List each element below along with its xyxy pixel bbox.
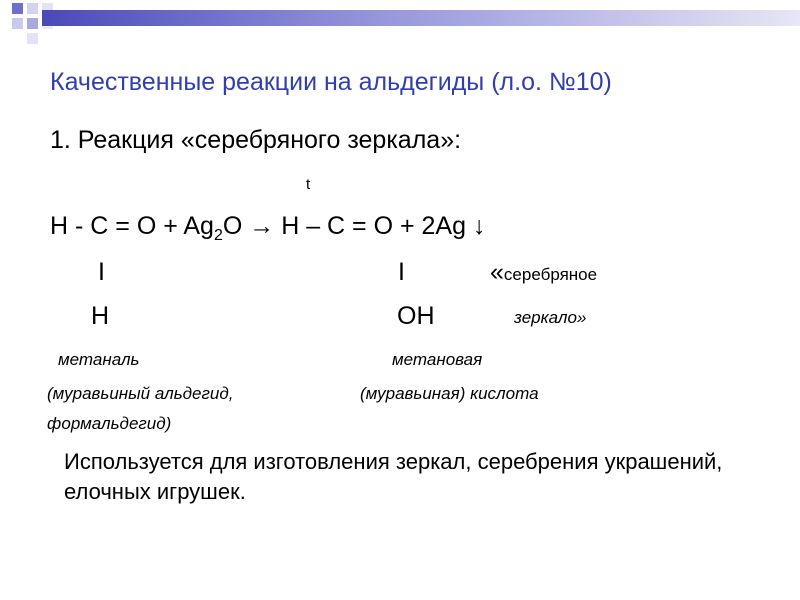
name-metanal: метаналь: [58, 350, 140, 369]
bond-right: I: [398, 258, 405, 286]
decor-square: [27, 33, 38, 44]
reaction-equation: [50, 212, 485, 245]
reaction-heading: 1. Реакция «серебряного зеркала»:: [50, 126, 462, 154]
mirror-word1: серебряное: [503, 265, 598, 284]
bond-left: I: [98, 258, 105, 286]
name-formaldegid: формальдегид): [47, 414, 172, 433]
hydroxyl-right: OH: [397, 302, 435, 330]
mirror-quote: «: [490, 258, 504, 286]
decor-square: [12, 18, 23, 29]
equation-part2: O → H – C = O + 2Ag ↓: [222, 212, 486, 240]
mirror-label-line2: зеркало»: [514, 308, 587, 327]
top-gradient-bar: [42, 10, 800, 26]
hydrogen-left: H: [91, 302, 110, 330]
reaction-condition: t: [306, 176, 311, 193]
slide-title: Качественные реакции на альдегиды (л.о. №10): [50, 68, 612, 96]
name-muravinaya-kislota: (муравьиная) кислота: [360, 384, 539, 403]
equation-part1: H - C = O + Ag: [50, 212, 214, 240]
decor-square: [27, 3, 38, 14]
name-metanovaya: метановая: [392, 350, 483, 369]
usage-text: Используется для изготовления зеркал, серебрения украшений, елочных игрушек.: [64, 449, 723, 504]
name-muravinyi-aldegid: (муравьиный альдегид,: [47, 384, 234, 403]
equation-subscript: 2: [213, 227, 223, 244]
decor-square: [27, 18, 38, 29]
decor-square: [12, 3, 23, 14]
mirror-label-line1: [490, 258, 597, 287]
